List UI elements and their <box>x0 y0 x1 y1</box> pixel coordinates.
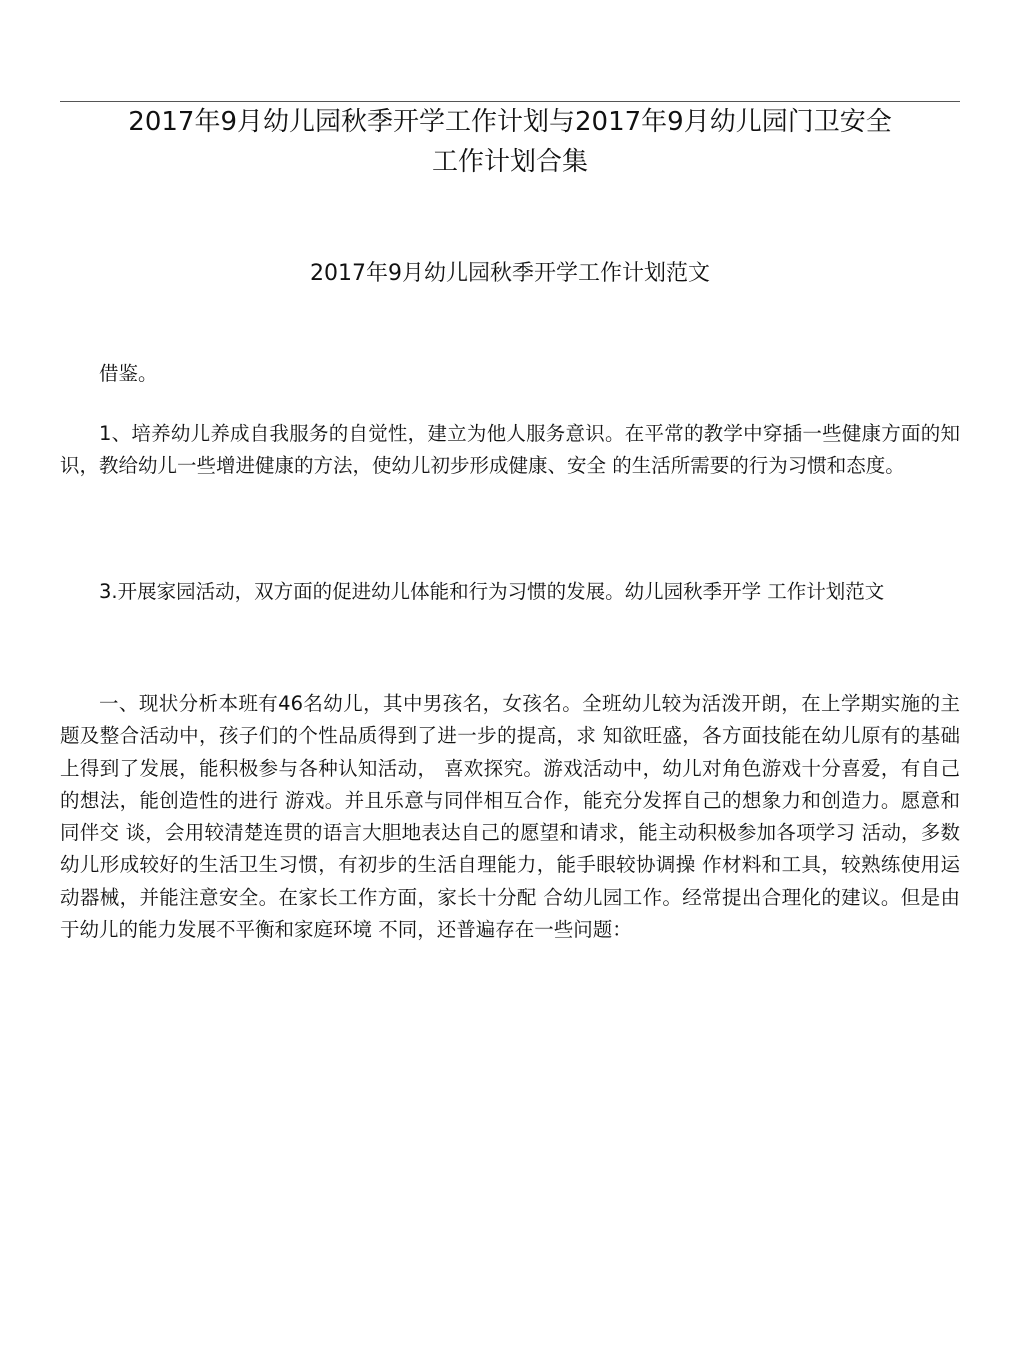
paragraph-item-3: 3.开展家园活动，双方面的促进幼儿体能和行为习惯的发展。幼儿园秋季开学 工作计划范文 <box>99 580 885 603</box>
paragraph-reference: 借鉴。 <box>99 362 158 385</box>
document-title <box>60 102 960 182</box>
document-title-line-1: 2017年9月幼儿园秋季开学工作计划与2017年9月幼儿园门卫安全 <box>128 107 892 137</box>
section-title: 2017年9月幼儿园秋季开学工作计划范文 <box>310 261 710 286</box>
paragraph-item-1: 1、培养幼儿养成自我服务的自觉性，建立为他人服务意识。在平常的教学中穿插一些健康方面的知识，教给幼儿一些增进健康的方法，使幼儿初步形成健康、安全 的生活所需要的行为习惯和态度。 <box>60 422 960 477</box>
paragraph-situation-analysis: 一、现状分析本班有46名幼儿，其中男孩名，女孩名。全班幼儿较为活泼开朗，在上学期实施的主题及整合活动中，孩子们的个性品质得到了进一步的提高，求 知欲旺盛，各方面技能在幼儿原有的基础上得到了发展，能积极参与各种认知活动， 喜欢探究。游戏活动中，幼儿对角色游戏十分喜爱，有自己的想法，能创造性的进行 游戏。并且乐意与同伴相互合作，能充分发挥自己的想象力和创造力。愿意和同伴交 谈，会用较清楚连贯的语言大胆地表达自己的愿望和请求，能主动积极参加各项学习 活动，多数幼儿形成较好的生活卫生习惯，有初步的生活自理能力，能手眼较协调操 作材料和工具，较熟练使用运动器械，并能注意安全。在家长工作方面，家长十分配 合幼儿园工作。经常提出合理化的建议。但是由于幼儿的能力发展不平衡和家庭环境 不同，还普遍存在一些问题： <box>60 692 960 942</box>
document-title-line-2: 工作计划合集 <box>431 147 588 177</box>
